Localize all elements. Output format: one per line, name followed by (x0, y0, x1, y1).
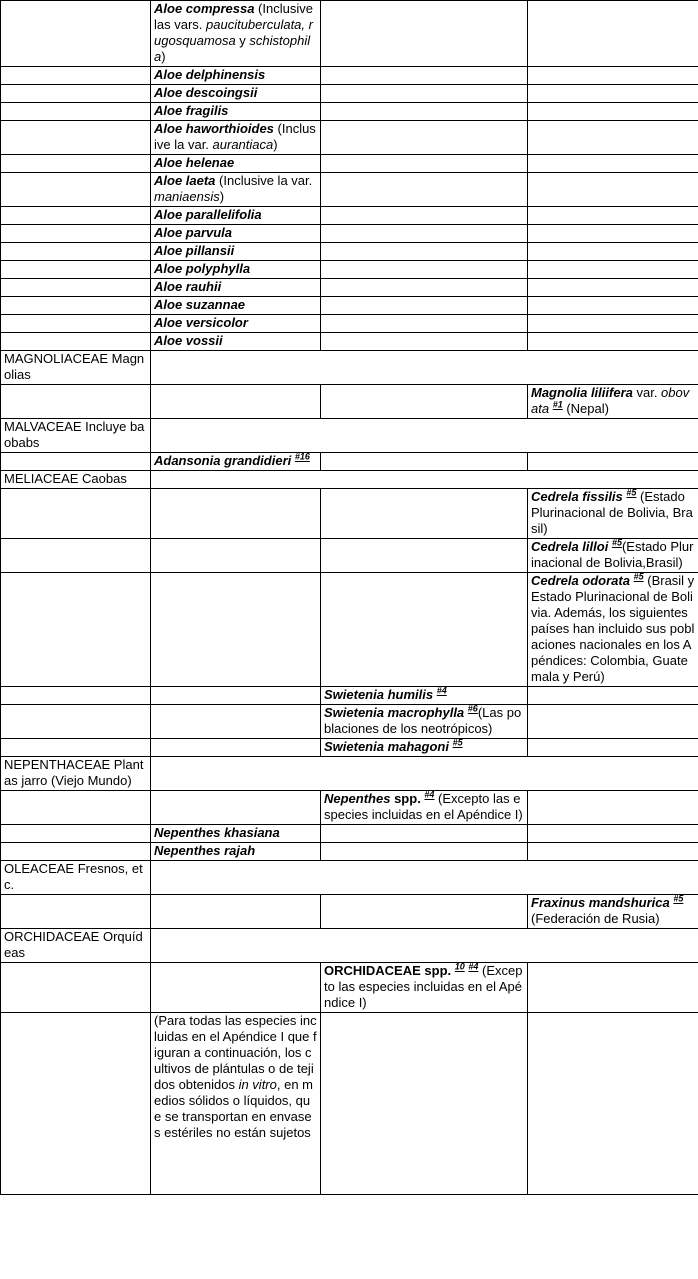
empty-cell (528, 1013, 698, 1195)
table-row (1, 791, 698, 825)
table-row (1, 85, 698, 103)
species-name: Aloe helenae (154, 155, 235, 170)
table-row (1, 1013, 698, 1195)
taxon-cell (321, 739, 528, 757)
latin-text: schistophila (154, 33, 311, 64)
taxon-cell (528, 385, 698, 419)
empty-cell (1, 539, 151, 573)
empty-cell (1, 739, 151, 757)
empty-cell (1, 85, 151, 103)
footnote-ref[interactable]: #1 (552, 399, 563, 410)
footnote-ref[interactable]: #4 (468, 961, 479, 972)
species-name: Aloe laeta (154, 173, 216, 188)
empty-cell (151, 929, 698, 963)
empty-cell (1, 1, 151, 67)
species-name: Swietenia macrophylla (324, 705, 465, 720)
species-name: Aloe haworthioides (154, 121, 274, 136)
empty-cell (528, 173, 698, 207)
empty-cell (1, 825, 151, 843)
taxon-cell (151, 121, 321, 155)
footnote-ref[interactable]: #5 (673, 893, 684, 904)
annotation-text: (Para todas las especies incluidas en el Apéndice I que figuran a continuación, los cultivos de plántulas o de tejidos obtenidos (154, 1013, 317, 1092)
empty-cell (151, 739, 321, 757)
taxon-cell (151, 243, 321, 261)
empty-cell (151, 351, 698, 385)
table-row (1, 895, 698, 929)
taxon-cell (151, 207, 321, 225)
table-row (1, 333, 698, 351)
table-row (1, 825, 698, 843)
table-row (1, 471, 698, 489)
empty-cell (1, 687, 151, 705)
annotation-text: MAGNOLIACEAE Magnolias (4, 351, 145, 382)
table-row (1, 687, 698, 705)
empty-cell (1, 705, 151, 739)
empty-cell (151, 687, 321, 705)
footnote-ref[interactable]: #5 (452, 737, 463, 748)
empty-cell (321, 261, 528, 279)
table-row (1, 279, 698, 297)
species-name: Aloe rauhii (154, 279, 222, 294)
taxon-cell (151, 825, 321, 843)
empty-cell (321, 843, 528, 861)
empty-cell (528, 333, 698, 351)
annotation-text: OLEACEAE Fresnos, etc. (4, 861, 143, 892)
table-row (1, 121, 698, 155)
family-cell (1, 861, 151, 895)
empty-cell (151, 573, 321, 687)
empty-cell (1, 207, 151, 225)
empty-cell (528, 155, 698, 173)
table-row (1, 103, 698, 121)
empty-cell (321, 333, 528, 351)
empty-cell (321, 453, 528, 471)
empty-cell (151, 757, 698, 791)
species-name: Aloe parallelifolia (154, 207, 262, 222)
taxon-cell (528, 489, 698, 539)
annotation-text: ) (161, 49, 166, 64)
empty-cell (1, 573, 151, 687)
species-name: Aloe polyphylla (154, 261, 251, 276)
family-cell (1, 757, 151, 791)
table-row (1, 705, 698, 739)
empty-cell (321, 825, 528, 843)
empty-cell (1, 843, 151, 861)
taxon-cell (321, 963, 528, 1013)
table-row (1, 963, 698, 1013)
empty-cell (528, 825, 698, 843)
latin-text: paucituberculata, rugosquamosa (154, 17, 313, 48)
footnote-ref[interactable]: 10 (454, 961, 465, 972)
annotation-text: var. (632, 385, 662, 400)
taxon-cell (151, 315, 321, 333)
empty-cell (151, 489, 321, 539)
empty-cell (1, 385, 151, 419)
species-name: Fraxinus mandshurica (531, 895, 670, 910)
empty-cell (528, 261, 698, 279)
empty-cell (528, 85, 698, 103)
taxon-cell (151, 261, 321, 279)
empty-cell (528, 739, 698, 757)
annotation-text: ORCHIDACEAE Orquídeas (4, 929, 143, 960)
empty-cell (151, 791, 321, 825)
table-row (1, 757, 698, 791)
table-row (1, 297, 698, 315)
taxon-cell (528, 573, 698, 687)
table-row (1, 207, 698, 225)
species-name: Nepenthes khasiana (154, 825, 280, 840)
empty-cell (528, 843, 698, 861)
species-name: Aloe fragilis (154, 103, 229, 118)
species-name: Aloe pillansii (154, 243, 235, 258)
table-row (1, 929, 698, 963)
table-row (1, 419, 698, 453)
empty-cell (321, 1013, 528, 1195)
annotation-text: MALVACEAE Incluye baobabs (4, 419, 145, 450)
table-row (1, 315, 698, 333)
empty-cell (528, 121, 698, 155)
empty-cell (151, 419, 698, 453)
taxon-cell (151, 85, 321, 103)
table-row (1, 173, 698, 207)
footnote-ref[interactable]: #4 (436, 685, 447, 696)
table-row (1, 739, 698, 757)
taxon-cell (151, 333, 321, 351)
species-name: Cedrela fissilis (531, 489, 623, 504)
footnote-ref[interactable]: #16 (294, 451, 310, 462)
latin-text: in vitro (238, 1077, 277, 1092)
empty-cell (151, 963, 321, 1013)
empty-cell (321, 895, 528, 929)
annotation-text: (Excepto las especies incluidas en el Apéndice I) (324, 791, 523, 822)
annotation-text: (Inclusive la var. (215, 173, 313, 188)
empty-cell (528, 705, 698, 739)
table-row (1, 1, 698, 67)
empty-cell (321, 385, 528, 419)
family-cell (1, 351, 151, 385)
empty-cell (528, 243, 698, 261)
empty-cell (151, 385, 321, 419)
annotation-text: MELIACEAE Caobas (4, 471, 127, 486)
empty-cell (1, 315, 151, 333)
empty-cell (1, 243, 151, 261)
annotation-text: (Inclusive la var. (154, 121, 316, 152)
empty-cell (321, 489, 528, 539)
empty-cell (528, 791, 698, 825)
taxon-cell (151, 225, 321, 243)
annotation-text: ) (219, 189, 225, 204)
table-row (1, 843, 698, 861)
empty-cell (1, 297, 151, 315)
table-row (1, 351, 698, 385)
footnote-ref[interactable]: #5 (611, 537, 622, 548)
empty-cell (528, 103, 698, 121)
empty-cell (1, 333, 151, 351)
empty-cell (528, 225, 698, 243)
family-cell (1, 419, 151, 453)
taxon-cell (151, 173, 321, 207)
footnote-ref[interactable]: #5 (626, 487, 637, 498)
taxon-label: ORCHIDACEAE spp. (324, 963, 455, 978)
taxon-cell (151, 279, 321, 297)
species-name: Aloe suzannae (154, 297, 246, 312)
latin-text: aurantiaca (212, 137, 274, 152)
annotation-text: (Inclusive las vars. (154, 1, 313, 32)
taxon-cell (151, 1013, 321, 1195)
table-body (1, 1, 698, 1195)
annotation-text: (Las poblaciones de los neotrópicos) (324, 705, 522, 736)
species-name: Cedrela odorata (531, 573, 630, 588)
taxon-cell (151, 453, 321, 471)
empty-cell (321, 155, 528, 173)
empty-cell (1, 155, 151, 173)
annotation-text: NEPENTHACEAE Plantas jarro (Viejo Mundo) (4, 757, 144, 788)
species-name: Aloe descoingsii (154, 85, 258, 100)
taxon-cell (321, 705, 528, 739)
empty-cell (1, 121, 151, 155)
taxon-cell (321, 791, 528, 825)
empty-cell (1, 225, 151, 243)
species-name: Aloe compressa (154, 1, 255, 16)
family-cell (1, 471, 151, 489)
latin-text: maniaensis (154, 189, 220, 204)
empty-cell (321, 121, 528, 155)
footnote-ref[interactable]: #4 (424, 789, 435, 800)
annotation-text: (Estado Plurinacional de Bolivia,Brasil) (531, 539, 694, 570)
empty-cell (321, 297, 528, 315)
annotation-text: ) (273, 137, 278, 152)
empty-cell (321, 539, 528, 573)
empty-cell (151, 861, 698, 895)
empty-cell (1, 67, 151, 85)
taxon-cell (151, 843, 321, 861)
annotation-text: , en medios sólidos o líquidos, que se transportan en envases estériles no están sujetos (154, 1077, 313, 1140)
table-row (1, 155, 698, 173)
table-row (1, 539, 698, 573)
empty-cell (1, 453, 151, 471)
empty-cell (321, 1, 528, 67)
species-name: Nepenthes rajah (154, 843, 256, 858)
empty-cell (321, 67, 528, 85)
empty-cell (321, 173, 528, 207)
taxon-cell (528, 895, 698, 929)
empty-cell (151, 705, 321, 739)
table-row (1, 573, 698, 687)
empty-cell (528, 315, 698, 333)
table-row (1, 243, 698, 261)
empty-cell (321, 243, 528, 261)
table-row (1, 453, 698, 471)
species-name: Nepenthes (324, 791, 391, 806)
annotation-text: (Estado Plurinacional de Bolivia, Brasil) (531, 489, 693, 536)
empty-cell (1, 261, 151, 279)
empty-cell (1, 489, 151, 539)
species-name: Aloe parvula (154, 225, 233, 240)
empty-cell (528, 1, 698, 67)
latin-text: obovata (531, 385, 690, 416)
taxon-cell (151, 155, 321, 173)
species-name: Adansonia grandidieri (154, 453, 292, 468)
species-name: Swietenia humilis (324, 687, 434, 702)
table-row (1, 261, 698, 279)
table-row (1, 385, 698, 419)
empty-cell (151, 471, 698, 489)
empty-cell (1, 279, 151, 297)
table-row (1, 225, 698, 243)
empty-cell (528, 687, 698, 705)
annotation-text: (Nepal) (562, 401, 609, 416)
empty-cell (321, 573, 528, 687)
empty-cell (1, 103, 151, 121)
empty-cell (151, 895, 321, 929)
species-name: Magnolia liliifera (531, 385, 633, 400)
empty-cell (321, 103, 528, 121)
taxon-cell (151, 297, 321, 315)
species-name: Swietenia mahagoni (324, 739, 449, 754)
taxon-cell (151, 67, 321, 85)
empty-cell (321, 315, 528, 333)
taxon-cell (321, 687, 528, 705)
empty-cell (528, 207, 698, 225)
family-cell (1, 929, 151, 963)
empty-cell (151, 539, 321, 573)
footnote-ref[interactable]: #5 (633, 571, 644, 582)
footnote-ref[interactable]: #6 (467, 703, 478, 714)
species-name: Cedrela lilloi (531, 539, 609, 554)
empty-cell (1, 895, 151, 929)
taxon-cell (151, 1, 321, 67)
species-name: Aloe versicolor (154, 315, 248, 330)
empty-cell (1, 1013, 151, 1195)
empty-cell (528, 279, 698, 297)
species-name: Aloe vossii (154, 333, 223, 348)
empty-cell (1, 963, 151, 1013)
empty-cell (1, 173, 151, 207)
table-row (1, 489, 698, 539)
taxon-cell (151, 103, 321, 121)
taxon-label: spp. (390, 791, 425, 806)
empty-cell (321, 225, 528, 243)
empty-cell (528, 453, 698, 471)
empty-cell (1, 791, 151, 825)
empty-cell (528, 963, 698, 1013)
empty-cell (321, 279, 528, 297)
empty-cell (528, 297, 698, 315)
species-name: Aloe delphinensis (154, 67, 266, 82)
empty-cell (528, 67, 698, 85)
empty-cell (321, 207, 528, 225)
empty-cell (321, 85, 528, 103)
annotation-text: y (235, 33, 250, 48)
annotation-text: (Excepto las especies incluidas en el Apéndice I) (324, 963, 523, 1010)
taxon-cell (528, 539, 698, 573)
table-row (1, 861, 698, 895)
annotation-text: (Brasil y Estado Plurinacional de Bolivia. Además, los siguientes países han incluido sus poblaciones nacionales en los Apéndices: Colombia, Guatemala y Perú) (531, 573, 695, 684)
annotation-text: (Federación de Rusia) (531, 911, 660, 926)
table-row (1, 67, 698, 85)
